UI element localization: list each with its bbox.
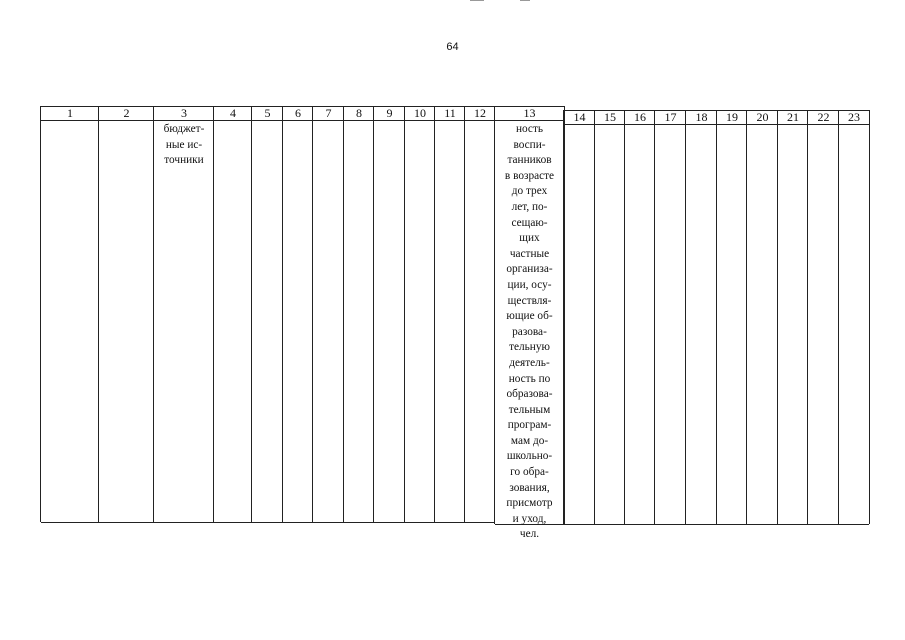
row-bottom-border [283,522,313,523]
row-bottom-border [41,522,99,523]
column-header: 17 [655,110,686,125]
cell-line: воспи- [513,138,546,151]
table-column-9 [373,106,405,522]
column-header: 19 [717,110,747,125]
table-column-4 [213,106,252,522]
table-column-12 [464,106,495,522]
column-header: 9 [374,106,405,121]
cell-line: тельную [509,341,550,354]
cell-text [154,122,214,169]
table-column-20 [746,110,778,524]
row-bottom-border [405,522,435,523]
cell-line: тельным [508,403,551,416]
row-bottom-border [839,524,869,525]
column-header: 12 [465,106,495,121]
cell-text [495,122,564,543]
row-bottom-border [747,524,778,525]
cell-line: ющие об- [506,310,553,323]
table-column-13 [494,106,565,541]
cell-line: организа- [506,263,553,276]
table-column-15 [594,110,625,524]
cell-line: ществля- [507,294,552,307]
table-column-8 [343,106,374,522]
scan-mark [470,0,560,2]
row-bottom-border [374,522,405,523]
cell-line: бюджет- [163,123,205,135]
cell-line: присмотр [506,497,553,510]
page-number: 64 [446,41,459,53]
cell-line: частные [509,247,550,260]
row-bottom-border [778,524,808,525]
table-column-2 [98,106,154,522]
cell-line: образова- [506,388,553,401]
cell-line: школьно- [506,450,553,463]
column-header: 13 [495,106,564,121]
cell-line: ные ис- [165,138,203,151]
row-bottom-border [686,524,717,525]
row-bottom-border [717,524,747,525]
column-header: 20 [747,110,778,125]
cell-line: до трех [511,185,548,198]
cell-line: програм- [507,419,552,432]
cell-line: ции, осу- [507,278,552,291]
cell-line: сещаю- [511,216,548,229]
column-header: 23 [839,110,869,125]
cell-line: ность по [508,372,551,385]
column-header: 2 [99,106,154,121]
table-column-1 [40,106,99,522]
table-column-18 [685,110,717,524]
column-header: 15 [595,110,625,125]
row-bottom-border [214,522,252,523]
cell-line: щих [519,232,540,245]
row-bottom-border [99,522,154,523]
row-bottom-border [655,524,686,525]
row-bottom-border [625,524,655,525]
cell-line: в возрасте [504,169,555,182]
column-header: 16 [625,110,655,125]
cell-line: танников [507,154,552,167]
table-column-5 [251,106,283,522]
row-bottom-border [595,524,625,525]
table-column-21 [777,110,808,524]
table-column-22 [807,110,839,524]
row-bottom-border [808,524,839,525]
column-header: 1 [41,106,99,121]
table-column-16 [624,110,655,524]
cell-line: чел. [519,528,540,541]
cell-line: деятель- [509,356,550,369]
column-header: 4 [214,106,252,121]
cell-line: точники [164,154,204,167]
row-bottom-border [564,524,595,525]
cell-line: разова- [512,325,547,338]
table-column-10 [404,106,435,522]
column-header: 7 [313,106,344,121]
row-bottom-border [344,522,374,523]
column-header: 21 [778,110,808,125]
table-column-6 [282,106,313,522]
cell-line: и уход, [512,512,547,525]
row-bottom-border [313,522,344,523]
table-column-23 [838,110,870,524]
table-column-7 [312,106,344,522]
column-header: 8 [344,106,374,121]
table-column-11 [434,106,465,522]
cell-line: ность [515,123,544,135]
column-header: 6 [283,106,313,121]
cell-line: зования, [509,481,550,494]
table-column-14 [563,110,595,524]
table-column-3 [153,106,214,522]
column-header: 14 [564,110,595,125]
row-bottom-border [154,522,214,523]
column-header: 22 [808,110,839,125]
row-bottom-border [465,522,495,523]
cell-line: мам до- [510,434,549,447]
row-bottom-border [435,522,465,523]
column-header: 3 [154,106,214,121]
cell-line: го обра- [510,466,549,479]
column-header: 5 [252,106,283,121]
cell-line: лет, по- [511,200,548,213]
column-header: 10 [405,106,435,121]
table-column-19 [716,110,747,524]
row-bottom-border [252,522,283,523]
column-header: 11 [435,106,465,121]
table-column-17 [654,110,686,524]
column-header: 18 [686,110,717,125]
